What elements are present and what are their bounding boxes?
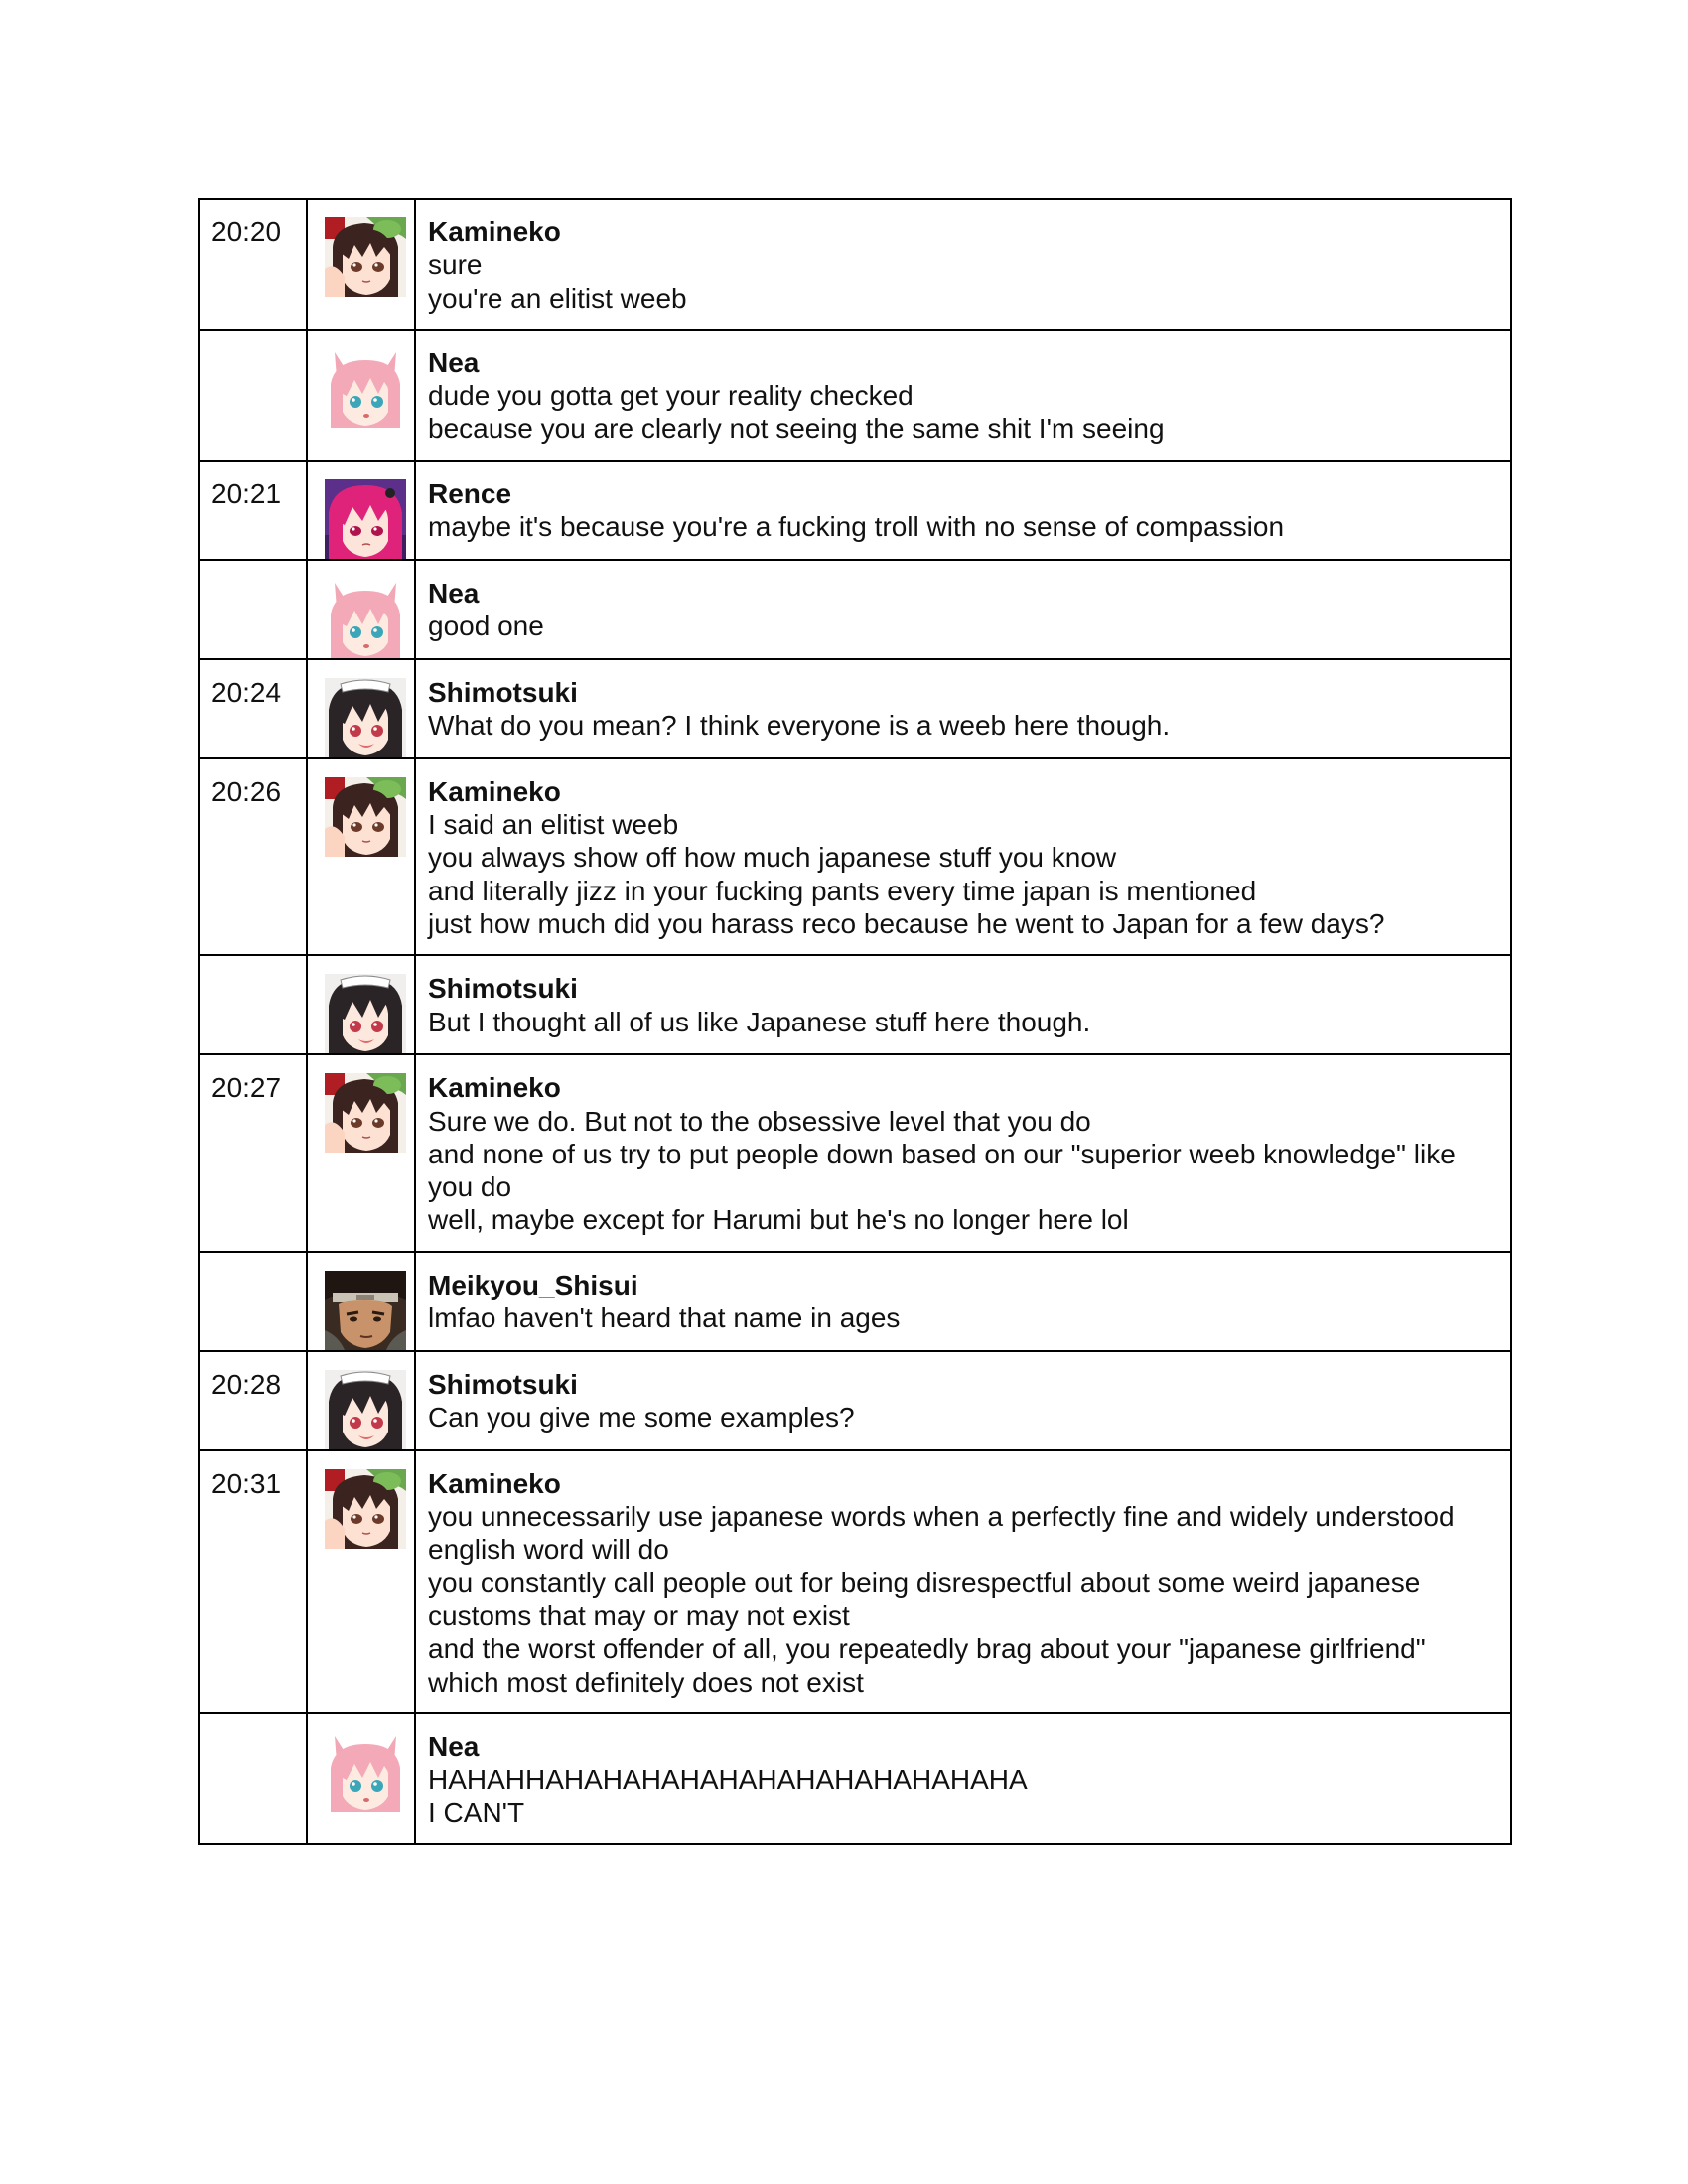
sender-name: Nea — [428, 346, 480, 378]
message-time: 20:27 — [199, 1054, 307, 1251]
avatar-cell — [307, 560, 415, 659]
message-row — [199, 560, 1511, 659]
message-line: I CAN'T — [428, 1797, 525, 1829]
message-body — [415, 199, 1511, 330]
sender-name: Nea — [428, 1730, 480, 1762]
nea-avatar — [325, 579, 406, 658]
message-time: 20:31 — [199, 1450, 307, 1713]
message-time: 20:20 — [199, 199, 307, 330]
message-row — [199, 330, 1511, 461]
avatar-cell — [307, 659, 415, 758]
nea-avatar — [325, 1732, 406, 1812]
message-time — [199, 330, 307, 461]
message-body — [415, 461, 1511, 560]
message-row — [199, 1351, 1511, 1450]
nea-avatar — [325, 348, 406, 428]
rence-avatar — [325, 479, 406, 559]
sender-name: Shimotsuki — [428, 676, 578, 708]
avatar-cell — [307, 1252, 415, 1351]
avatar-cell — [307, 330, 415, 461]
message-body — [415, 1713, 1511, 1844]
message-line: just how much did you harass reco because he went to Japan for a few days? — [428, 907, 1385, 939]
kamineko-avatar — [325, 777, 406, 857]
message-line: But I thought all of us like Japanese stuff here though. — [428, 1006, 1091, 1037]
sender-name: Meikyou_Shisui — [428, 1269, 638, 1300]
avatar-cell — [307, 461, 415, 560]
message-row — [199, 1252, 1511, 1351]
avatar-cell — [307, 1450, 415, 1713]
message-time: 20:21 — [199, 461, 307, 560]
message-line: What do you mean? I think everyone is a weeb here though. — [428, 710, 1171, 742]
message-body — [415, 1351, 1511, 1450]
chat-log-body — [199, 199, 1511, 1844]
message-line: lmfao haven't heard that name in ages — [428, 1302, 901, 1334]
message-time — [199, 1713, 307, 1844]
message-body — [415, 1054, 1511, 1251]
sender-name: Kamineko — [428, 775, 561, 807]
message-line: Can you give me some examples? — [428, 1402, 855, 1433]
message-line: because you are clearly not seeing the same shit I'm seeing — [428, 413, 1165, 445]
sender-name: Shimotsuki — [428, 1368, 578, 1400]
message-time — [199, 560, 307, 659]
message-body — [415, 758, 1511, 955]
message-row — [199, 1713, 1511, 1844]
message-row — [199, 1054, 1511, 1251]
message-line: maybe it's because you're a fucking troll with no sense of compassion — [428, 511, 1285, 543]
message-time — [199, 1252, 307, 1351]
avatar-cell — [307, 758, 415, 955]
message-row — [199, 758, 1511, 955]
avatar-cell — [307, 199, 415, 330]
sender-name: Shimotsuki — [428, 973, 578, 1005]
message-body — [415, 955, 1511, 1054]
message-line: Sure we do. But not to the obsessive level that you do — [428, 1105, 1091, 1137]
message-line: HAHAHHAHAHAHAHAHAHAHAHAHAHAHAHA — [428, 1764, 1028, 1796]
shimotsuki-avatar — [325, 974, 406, 1053]
sender-name: Kamineko — [428, 1072, 561, 1104]
message-line: you always show off how much japanese stuff you know — [428, 842, 1117, 874]
message-time: 20:24 — [199, 659, 307, 758]
message-row — [199, 461, 1511, 560]
message-line: you constantly call people out for being disrespectful about some weird japanese customs that may or may not exist — [428, 1567, 1421, 1631]
message-row — [199, 659, 1511, 758]
avatar-cell — [307, 955, 415, 1054]
message-line: sure — [428, 249, 483, 281]
sender-name: Kamineko — [428, 216, 561, 247]
shimotsuki-avatar — [325, 678, 406, 757]
kamineko-avatar — [325, 217, 406, 297]
message-row — [199, 1450, 1511, 1713]
message-body — [415, 659, 1511, 758]
message-row — [199, 199, 1511, 330]
message-time: 20:28 — [199, 1351, 307, 1450]
message-line: you're an elitist weeb — [428, 282, 687, 314]
message-time: 20:26 — [199, 758, 307, 955]
message-body — [415, 560, 1511, 659]
meikyou-avatar — [325, 1271, 406, 1350]
message-line: dude you gotta get your reality checked — [428, 380, 914, 412]
avatar-cell — [307, 1054, 415, 1251]
shimotsuki-avatar — [325, 1370, 406, 1449]
avatar-cell — [307, 1713, 415, 1844]
message-line: I said an elitist weeb — [428, 809, 679, 841]
message-body — [415, 1252, 1511, 1351]
sender-name: Nea — [428, 577, 480, 609]
message-body — [415, 330, 1511, 461]
kamineko-avatar — [325, 1073, 406, 1153]
avatar-cell — [307, 1351, 415, 1450]
chat-log-table — [198, 198, 1512, 1845]
message-row — [199, 955, 1511, 1054]
sender-name: Rence — [428, 478, 512, 509]
message-line: and literally jizz in your fucking pants every time japan is mentioned — [428, 875, 1257, 906]
message-body — [415, 1450, 1511, 1713]
message-line: and none of us try to put people down based on our "superior weeb knowledge" like you do — [428, 1138, 1456, 1203]
message-line: well, maybe except for Harumi but he's no longer here lol — [428, 1204, 1129, 1236]
message-line: and the worst offender of all, you repeatedly brag about your "japanese girlfriend" which most definitely does not exist — [428, 1633, 1426, 1698]
sender-name: Kamineko — [428, 1467, 561, 1499]
message-line: you unnecessarily use japanese words when a perfectly fine and widely understood english word will do — [428, 1501, 1455, 1566]
message-time — [199, 955, 307, 1054]
message-line: good one — [428, 611, 544, 642]
kamineko-avatar — [325, 1469, 406, 1549]
